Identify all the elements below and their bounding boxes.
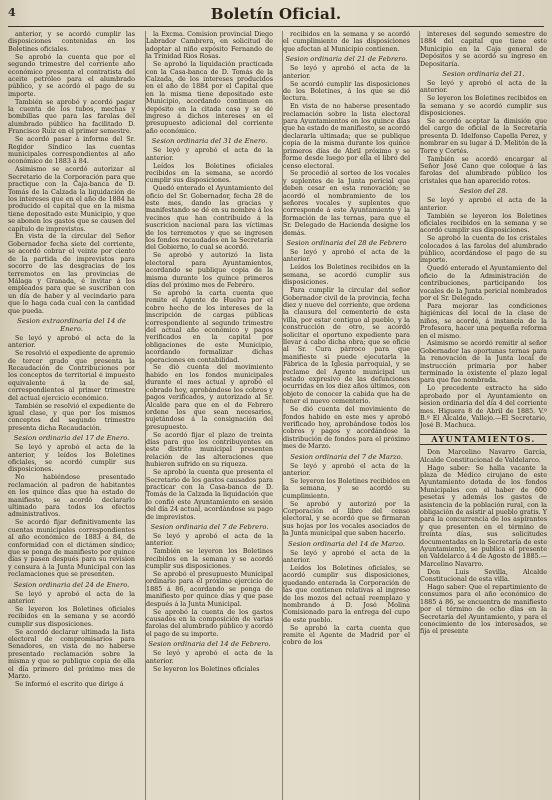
paragraph: Para mejorar las condiciones higiénicas del local de la clase de niños, se acordó, á instancia de la Profesora, hacer una pequeña reforma en el mismo. [420,301,547,340]
paragraph: Se aprobó la carta cuenta que remite el Agente de Huelva por el cobro hecho de los intereses de la inscripción de cargas públicas correspondiente al segundo trimestre del actual año económico y pagos verificados en la capital por obligaciones de este Municipio, acordando formalizar dichas operaciones en contabilidad. [146,288,273,364]
paragraph: Se aprobó la cuenta de los cristales colocados á las farolas del alumbrado público, acordándose el pago de su importe. [420,234,547,265]
paragraph: Se acordó fijar definitivamente las cuentas municipales correspondientes al año económico de 1883 á 84, de conformidad con el dictámen síndico; que se ponga de manifiesto por quince días y pasen después para su revision y censura á la Junta Municipal con las reclamaciones que se presenten. [8,518,135,579]
paragraph: Se informó el escrito que dirige á [15,679,124,688]
page-header [0,0,552,30]
paragraph: recibidos en la semana y se acordó el cumplimiento de las disposiciones que afectan al Municipio contienen. [283,31,410,53]
paragraph: Hago saber: Se halla vacante la plaza de Médico cirujano de este Ayuntamiento dotada de los fondos Municipales con el haber de 600 pesetas y además los gastos de asistencia de la población rural, con la obligación de asistir al pueblo gratis. Y para la concurrencia de los aspirantes y que presenten en el término de treinta días, sus solicitudes documentadas en la Secretaría de este Ayuntamiento, se publica el presente en Valdelarco á 4 de Agosto de 1885.—Marcelino Navarro. [420,463,547,568]
paragraph: Se aprobó y autorizó por la Corporación el libro del censo electoral, y se acordó que se firmaran sus hojas por los vocales asociados de la Junta municipal que saben hacerlo. [283,499,410,538]
paragraph: Se dió cuenta del movimiento de fondos habido en este mes y aprobó verificado hoy, aprobándose todos los cobros y pagos y acordándose la distribución de fondos para el próximo mes de Marzo. [283,405,410,451]
section-heading: Sesion del 28. [459,187,508,196]
paragraph: En vista de la circular del Señor Gobernador fecha siete del corriente, se acordó cobrar el veinte por ciento de la partida de imprevistos para socorro de las desgracias de los terremotos en las provincias de Málaga y Granada, é invitar á los empleados para que se suscriban con un día de haber y al vecindario para que lo haga cada cual con la cantidad que pueda. [8,232,135,315]
paragraph: Quedó enterado el Ayuntamiento del oficio de la Administración de contribuciones, participando los vocales de la Junta pericial nombrados por el Sr. Delegado. [420,264,547,302]
section-heading: Sesion ordinaria del 31 de Enero. [151,137,268,146]
page-number: 4 [8,6,16,19]
paragraph: la Excma. Comision provincial Diego Labrador Cambrera, en solicitud de adoptar al niño expósito Fernando de la Trinidad Rios Rosas. [146,31,273,61]
paragraph: También se leyeron los Boletines recibidos en la semana y se acordó cumplir sus disposiciones. [146,547,273,571]
paragraph: Se aprobó la cuenta de los gastos causados en la composición de varias farolas del alumbrado público y acordó el pago de su importe. [146,607,273,638]
paragraph: Se leyó y aprobó el acta de la anterior. [146,532,273,548]
paragraph: Se leyeron los Boletines oficiales [153,664,260,673]
paragraph: Se aprobó la carta cuenta que remite el Agente de Madrid por el cobro de los [283,623,410,647]
column-3 [282,31,410,800]
paragraph: intereses del segundo semestre de 1884 del capital que tiene este Municipio en la Caja general de Depósitos y se acordó su ingreso en Depositaría. [420,31,547,68]
paragraph: No habiéndose presentado reclamación al padron de habitantes en los quince días que ha estado de manifiesto, se acordó declararlo ultimado para todos los efectos administrativos. [8,473,135,519]
page-title: Boletín Oficial. [210,5,342,23]
paragraph: Leídos los Boletines oficiales recibidos en la semana, se acordó cumplir sus disposiciones. [146,161,273,185]
paragraph: Se leyó y aprobó el acta de la anterior. [146,146,273,162]
paragraph: Se acordó declarar ultimada la lista electoral de compromisarios para Senadores, en vista de no haberse presentado reclamación sobre la misma y que se publique copia de ella el día primero del próximo mes de Marzo. [8,627,135,680]
paragraph: Se leyó y aprobó el acta de la anterior. [8,589,135,605]
paragraph: También se resolvió el expediente de igual clase, y que por los mismos conceptos del segundo trimestre presenta dicha Recaudación. [8,401,135,432]
paragraph: Asimismo se acordó autorizar al Secretario de la Corporación para que practique con la Caja-banca de D. Tomás de la Calzada la liquidación de los intereses que en el año de 1884 ha producido el capital que en la misma tiene depositado este Municipio, y que se abonen los gastos que se causen del capítulo de imprevistos. [8,165,135,233]
paragraph: Se dió cuenta del movimiento habido en los fondos municipales durante el mes actual y aprobó el cobrado hoy, aprobándose los cobros y pagos verificados, y autorizado al Sr. Alcalde para que en el de Febrero ordene los que sean necesarios, sujetándose á la consignación del presupuesto. [146,363,273,431]
section-heading: Sesion ordinaria del 21 de Febrero. [285,55,408,64]
paragraph: Para cumplir la circular del señor Gobernador civil de la provincia, fecha diez y nueve del corriente, que ordena la clausura del cementerio de esta villa, por estar contiguo al pueblo, y la construcción de otro, se acordó solicitar el oportuno expediente para llevar á cabo dicha obra; que se oficie al Sr. Cura párroco para que manifieste si puede ejecutarla la Fábrica de la Iglesia parroquial, y se reclame del Agente municipal un estado expresivo de las defunciones ocurridas en los diez años últimos, con objeto de conocer la cabida que ha de tener el nuevo cementerio. [283,286,410,406]
paragraph: Se leyó y aprobó el acta de la anterior. [283,64,410,80]
paragraph: Don Luis Sevilla, Alcalde Constitucional de esta villa. [420,567,547,584]
header-rule [8,26,544,27]
paragraph: Se acordó pasar á informe del Sr. Regidor Síndico las cuentas municipales correspondientes al año económico de 1883 á 84. [8,135,135,166]
paragraph: Se aprobó y autorizó la lista electoral para Ayuntamientos, acordando se publique copia de la misma durante los quince primeros días del próximo mes de Febrero. [146,251,273,289]
paragraph: Leídos los Boletines oficiales, se acordó cumplir sus disposiciones, quedando enterada la Corporación de las que contienen relativas al ingreso de los mozos del actual reemplazo y nombrando á D. José Molina Comisionado para la entrega del cupo de este pueblo. [283,563,410,624]
section-heading: AYUNTAMIENTOS. [420,434,547,445]
paragraph: Se leyeron los Boletines oficiales recibidos en la semana y se acordó cumplir sus disposiciones. [8,604,135,628]
paragraph: Se acordó cumplir las disposiciones de los Boletines, á los que se dió lectura. [283,79,410,103]
paragraph: Se aprobó la cuenta que por el segundo trimestre del corriente año económico presenta el contratista del aceite petróleo para el alumbrado público, y se acordó el pago de su importe. [8,52,135,98]
paragraph: Se aprobó la liquidación practicada con la Casa-banca de D. Tomás de la Calzada, de los intereses producidos en el año de 1884 por el Capital que en la misma tiene depositado este Municipio, acordando continuen en depósito en la citada casa y se dé ingreso á dichos intereses en el presupuesto adicional del corriente año económico. [146,60,273,135]
paragraph: Se acordó fijar el plazo de treinta días para que los contribuyentes en este distrito municipal presenten relación de las alteraciones que hubieren sufrido en su riqueza. [146,430,273,469]
paragraph: Asimismo se acordó remitir al señor Gobernador las oportunas ternas para la renovación de la Junta local de instrucción primaria por haber terminado la existente el plazo legal para que fue nombrada. [420,339,547,385]
paragraph: En vista de no haberse presentado reclamación sobre la lista electoral para Ayuntamientos en los quince días que ha estado de manifiesto, se acordó declararla ultimada; que se publique copia de la misma durante los quince primeros días de Abril próximo y se forme desde luego por ella el libro del censo electoral. [283,102,410,170]
section-heading: Sesion ordinaria del 14 de Marzo. [288,539,405,548]
column-4 [419,31,547,800]
section-heading: Sesion ordinaria del 7 de Marzo. [290,452,403,461]
paragraph: Don Marcelino Navarro García, Alcalde Constitucional de Valdelarco. [420,448,547,464]
paragraph: Se procedió al sorteo de los vocales y suplentes de la Junta pericial que deben cesar en esta renovación; se acordó el nombramiento de los señores vocales y suplentes que corresponde á este Ayuntamiento y la formación de las ternas, para que el Sr. Delegado de Hacienda designe los demás. [283,169,410,237]
paragraph: Se leyeron los Boletines recibidos en la semana, y se acordó su cumplimiento. [283,476,410,500]
paragraph: También se aprobó y acordó pagar la cuenta de los tubos, mechas y bombillas que para las farolas del alumbrado público ha facilitado D. Francisco Ruiz en el primer semestre. [8,97,135,136]
paragraph: Se leyó y aprobó el acta de la anterior. [420,79,547,95]
paragraph: Se acordó aceptar la dimisión que del cargo de oficial de la Secretaría presenta D. Idelfonso Capella Perez, y nombrar en su lugar á D. Melitón de la Torre y Cortés. [420,117,547,155]
paragraph: Se leyó y aprobó el acta de la anterior. [283,248,410,264]
text-columns [8,31,546,800]
paragraph: Quedó enterado el Ayuntamiento del oficio del Sr. Gobernador, fecha 28 de este mes, dando las gracias y manifestando se dé en su nombre á los vecinos que han contribuido á la suscricion nacional para las víctimas de los terremotos y que se ingresen los fondos recaudados en la Secretaría del Gobierno, lo cual se acordó. [146,184,273,252]
paragraph: Se leyó y aprobó el acta de la anterior. [283,461,410,477]
paragraph: anterior, y se acordó cumplir las disposiciones contenidas en los Boletines oficiales. [8,31,135,53]
paragraph: Se leyó y aprobó el acta de la anterior, y leídos los Boletines oficiales, se acordó cumplir sus disposiciones. [8,443,135,474]
section-heading: Sesion ordinaria del 14 de Febrero. [148,640,271,649]
section-heading: Sesion extraordinaria del 14 de Enero. [17,316,126,333]
paragraph: También se leyeron los Boletines oficiales recibidos en la semana y se acordó cumplir sus disposiciones. [420,211,547,235]
paragraph: Se leyeron los Boletines recibidos en la semana y se acordó cumplir sus disposiciones. [420,94,547,118]
paragraph: Se leyó y aprobó el acta de la anterior. [283,548,410,564]
section-heading: Sesion ordinaria del 24 de Enero. [13,580,130,589]
paragraph: Se aprobó la cuenta que presenta el Secretario de los gastos causados para practicar con la Casa-banca de D. Tomás de la Calzada la liquidación que lo confió este Ayuntamiento en sesión del día 24 actual, acordándose su pago de imprevistos. [146,468,273,521]
section-heading: Sesion ordinaria del 28 de Febrero [286,239,407,248]
paragraph: Se resolvió el expediente de apremio de tercer grado que presenta la Recaudación de Contribuciones por los conceptos de territorial é impuesto equivalente á la de sal, correspondientes al primer trimestre del actual ejercicio económico. [8,349,135,402]
column-1 [8,31,135,800]
paragraph: Lo precedente extracto ha sido aprobado por el Ayuntamiento en sesion ordinaria del día 4 del corriente mes. Higuera 8 de Abril de 1885. V.º B.º El Alcalde, Vallejo.—El Secretario, José B. Machuca. [420,384,547,430]
paragraph: Se leyó y aprobó el acta de la anterior. [146,649,273,665]
paragraph: Se leyó y aprobó el acta de la anterior. [8,333,135,350]
paragraph: Leídos los Boletines recibidos en la semana, se acordó cumplir sus disposiciones. [283,263,410,287]
paragraph: También se acordó encargar al Señor José Cano que coloque á las farolas del alumbrado público los cristales que han aparecido rotos. [420,154,547,185]
section-heading: Sesion ordinaria del 17 de Enero. [13,434,130,443]
paragraph: Hago saber: Que el repartimiento de consumos para el año económico de 1885 á 86, se encuentra de manifiesto por el término de ocho días en la Secretaría del Ayuntamiento, y para el conocimiento de los interesados, se fija el presente [420,583,547,636]
column-2 [145,31,273,800]
paragraph: Se leyó y aprobó el acta de la anterior. [420,196,547,212]
section-heading: Sesion ordinaria del 21. [442,70,525,79]
section-heading: Sesion ordinaria del 7 de Febrero. [150,523,269,531]
paragraph: Se aprobó el presupuesto Municipal ordinario para el próximo ejercicio de 1885 á 86, acordando se ponga de manifiesto por quince días y que pase después á la Junta Municipal. [146,570,273,608]
